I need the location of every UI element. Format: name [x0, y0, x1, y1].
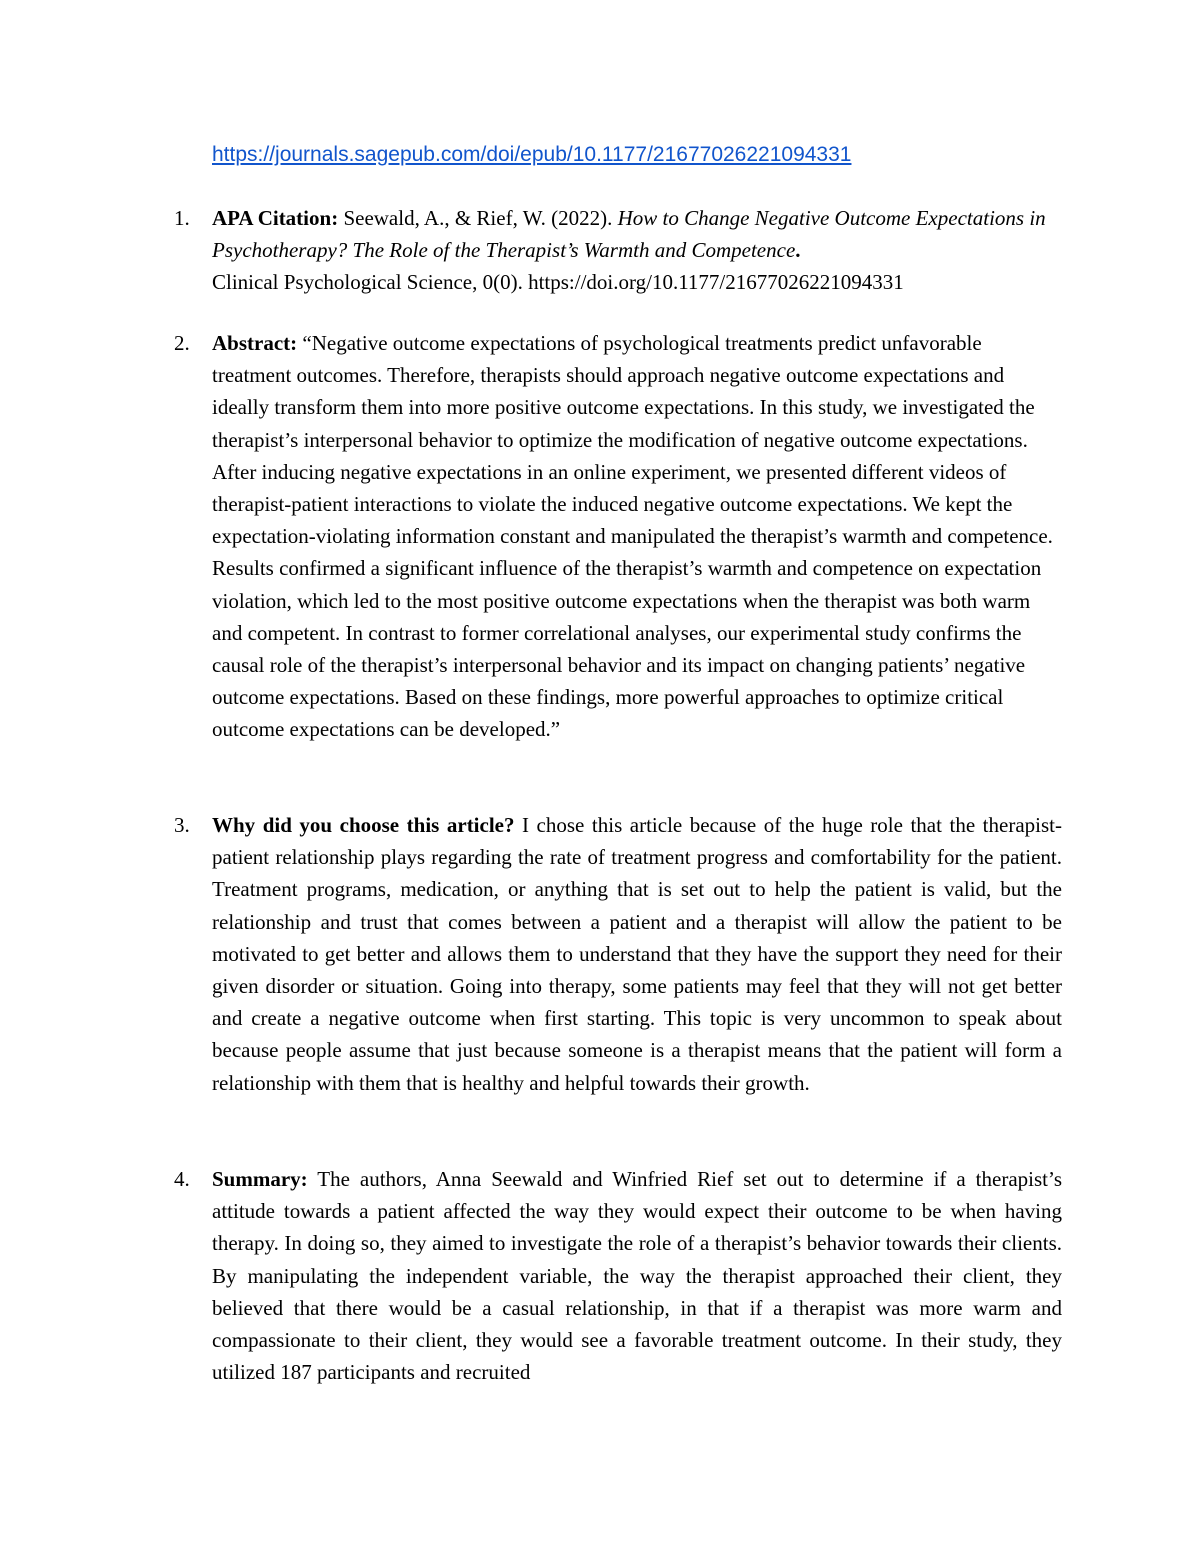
why-label: Why did you choose this article? [212, 813, 515, 837]
citation-authors: Seewald, A., & Rief, W. (2022). [343, 206, 613, 230]
list-number: 1. [174, 206, 190, 230]
citation-source: Clinical Psychological Science, 0(0). https://doi.org/10.1177/21677026221094331 [212, 270, 904, 295]
citation-title: How to Change Negative Outcome Expectations in Psychotherapy? The Role of the Therapist’s Warmth and Competence [212, 206, 1046, 263]
citation-text [212, 202, 1062, 299]
list-number: 2. [174, 331, 190, 355]
summary-body: The authors, Anna Seewald and Winfried Rief set out to determine if a therapist’s attitude towards a patient affected the way they would expect their outcome to be when having therapy. In doing so, they aimed to investigate the role of a therapist’s behavior towards their clients. By manipulating the independent variable, the way the therapist approached their client, they believed that there would be a casual relationship, in that if a therapist was more warm and compassionate to their client, they would see a favorable treatment outcome. In their study, they utilized 187 participants and recruited [212, 1167, 1062, 1385]
article-link[interactable]: https://journals.sagepub.com/doi/epub/10.1177/21677026221094331 [212, 143, 852, 166]
why-text [212, 809, 1062, 1099]
list-number: 4. [174, 1167, 190, 1191]
citation-title-period: . [795, 238, 801, 263]
abstract-text [212, 327, 1062, 746]
citation-label: APA Citation: [212, 206, 339, 230]
why-body: I chose this article because of the huge role that the therapist-patient relationship plays regarding the rate of treatment progress and comfortability for the patient. Treatment programs, medication, or anything that is set out to help the patient is valid, but the relationship and trust that comes between a patient and a therapist will allow the patient to be motivated to get better and allows them to understand that they have the support they need for their given disorder or situation. Going into therapy, some patients may feel that they will not get better and create a negative outcome when first starting. This topic is very uncommon to speak about because people assume that just because someone is a therapist means that the patient will form a relationship with them that is healthy and helpful towards their growth. [212, 813, 1062, 1095]
abstract-label: Abstract: [212, 331, 298, 355]
summary-text [212, 1163, 1062, 1388]
abstract-body: “Negative outcome expectations of psychological treatments predict unfavorable treatment outcomes. Therefore, therapists should approach negative outcome expectations and ideally transform them into more positive outcome expectations. In this study, we investigated the therapist’s interpersonal behavior to optimize the modification of negative outcome expectations. After inducing negative expectations in an online experiment, we presented different videos of therapist-patient interactions to violate the induced negative outcome expectations. We kept the expectation-violating information constant and manipulated the therapist’s warmth and competence. Results confirmed a significant influence of the therapist’s warmth and competence on expectation violation, which led to the most positive outcome expectations when the therapist was both warm and competent. In contrast to former correlational analyses, our experimental study confirms the causal role of the therapist’s interpersonal behavior and its impact on changing patients’ negative outcome expectations. Based on these findings, more powerful approaches to optimize critical outcome expectations can be developed.” [212, 331, 1053, 742]
list-number: 3. [174, 813, 190, 837]
summary-label: Summary: [212, 1167, 308, 1191]
